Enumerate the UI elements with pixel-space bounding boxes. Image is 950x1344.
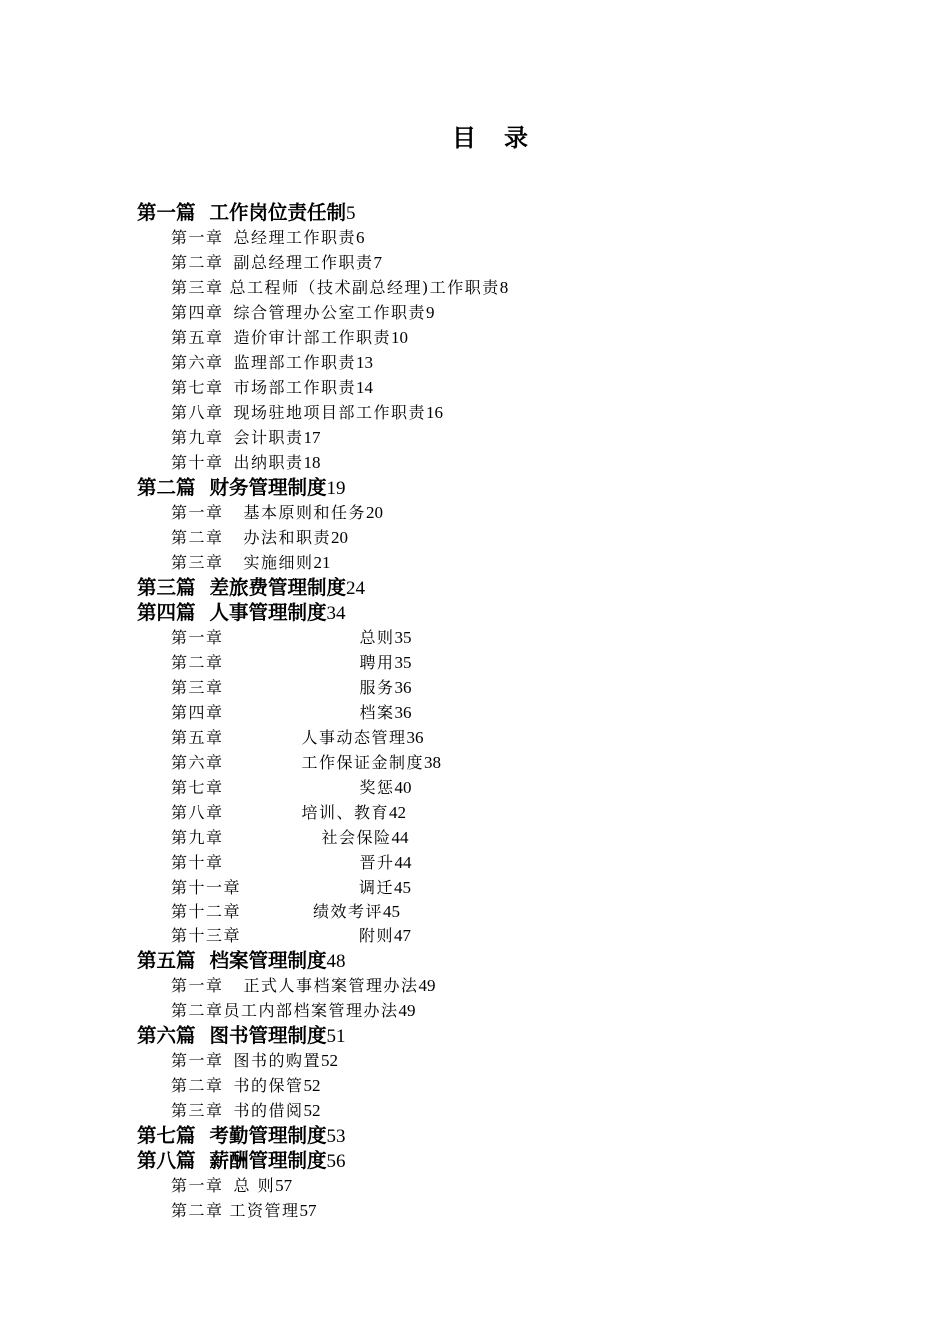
- page-number: 7: [373, 253, 383, 272]
- page-number: 13: [356, 353, 374, 372]
- page-title-char-1: 目: [452, 123, 476, 152]
- page-number: 57: [299, 1201, 317, 1220]
- toc-chapter-entry[interactable]: [137, 525, 837, 550]
- chapter-title: 会计职责: [233, 428, 304, 447]
- chapter-title: 现场驻地项目部工作职责: [233, 403, 427, 422]
- chapter-label: 第二章: [171, 253, 224, 272]
- part-label: 第七篇: [137, 1124, 196, 1147]
- chapter-label: 第五章: [171, 728, 224, 747]
- toc-part-entry[interactable]: [137, 200, 837, 225]
- chapter-label: 第七章: [171, 378, 224, 397]
- toc-chapter-entry[interactable]: [137, 900, 837, 923]
- toc-chapter-entry[interactable]: [137, 300, 837, 325]
- page-number: 34: [326, 603, 346, 624]
- toc-part-entry[interactable]: [137, 475, 837, 500]
- part-label: 第三篇: [137, 576, 196, 599]
- toc-chapter-entry[interactable]: [137, 875, 837, 900]
- part-title: 工作岗位责任制: [209, 201, 347, 224]
- chapter-title: 调迁: [359, 878, 395, 897]
- chapter-label: 第三章: [171, 278, 224, 297]
- chapter-title: 总 则: [233, 1176, 276, 1195]
- page-title: [0, 118, 950, 153]
- page-number: 20: [366, 503, 384, 522]
- chapter-title: 服务: [359, 678, 395, 697]
- chapter-title: 综合管理办公室工作职责: [233, 303, 427, 322]
- page-number: 17: [303, 428, 321, 447]
- chapter-title: 绩效考评: [313, 902, 384, 921]
- toc-chapter-entry[interactable]: [137, 550, 837, 575]
- part-title: 考勤管理制度: [209, 1124, 327, 1147]
- toc-part-entry[interactable]: [137, 1148, 837, 1173]
- chapter-title: 聘用: [359, 653, 395, 672]
- page-number: 45: [394, 878, 412, 897]
- toc-chapter-entry[interactable]: [137, 998, 837, 1023]
- toc-part-entry[interactable]: [137, 575, 837, 600]
- chapter-label: 第四章: [171, 303, 224, 322]
- page-number: 16: [426, 403, 444, 422]
- chapter-title: 出纳职责: [233, 453, 304, 472]
- toc-chapter-entry[interactable]: [137, 450, 837, 475]
- toc-chapter-entry[interactable]: [137, 350, 837, 375]
- page-number: 47: [394, 926, 412, 945]
- page-number: 52: [321, 1051, 339, 1070]
- toc-part-entry[interactable]: [137, 600, 837, 625]
- toc-chapter-entry[interactable]: [137, 800, 837, 825]
- toc-chapter-entry[interactable]: [137, 750, 837, 775]
- chapter-label: 第五章: [171, 328, 224, 347]
- chapter-label: 第六章: [171, 353, 224, 372]
- chapter-label: 第二章: [171, 1201, 224, 1220]
- page-title-char-2: 录: [504, 123, 528, 152]
- table-of-contents: [137, 200, 837, 1223]
- chapter-label: 第十章: [171, 853, 224, 872]
- part-title: 图书管理制度: [209, 1024, 327, 1047]
- toc-chapter-entry[interactable]: [137, 825, 837, 850]
- page-number: 53: [326, 1126, 346, 1147]
- page-number: 40: [394, 778, 412, 797]
- page-number: 14: [356, 378, 374, 397]
- toc-chapter-entry[interactable]: [137, 775, 837, 800]
- chapter-label: 第三章: [171, 1101, 224, 1120]
- page-number: 49: [418, 976, 436, 995]
- toc-chapter-entry[interactable]: [137, 675, 837, 700]
- page-number: 8: [499, 278, 509, 297]
- page-number: 44: [391, 828, 409, 847]
- chapter-label: 第六章: [171, 753, 224, 772]
- toc-chapter-entry[interactable]: [137, 375, 837, 400]
- chapter-title: 员工内部档案管理办法: [223, 1001, 399, 1020]
- chapter-title: 奖惩: [359, 778, 395, 797]
- part-label: 第一篇: [137, 201, 196, 224]
- part-title: 财务管理制度: [209, 476, 327, 499]
- chapter-title: 造价审计部工作职责: [233, 328, 392, 347]
- chapter-label: 第二章: [171, 1001, 224, 1020]
- chapter-title: 图书的购置: [233, 1051, 322, 1070]
- toc-part-entry[interactable]: [137, 1123, 837, 1148]
- page-number: 6: [356, 228, 365, 247]
- page-number: 36: [406, 728, 424, 747]
- page-number: 10: [391, 328, 409, 347]
- toc-chapter-entry[interactable]: [137, 1073, 837, 1098]
- chapter-title: 书的保管: [233, 1076, 304, 1095]
- chapter-label: 第八章: [171, 403, 224, 422]
- chapter-label: 第十章: [171, 453, 224, 472]
- toc-chapter-entry[interactable]: [137, 650, 837, 675]
- chapter-label: 第十二章: [171, 902, 242, 921]
- toc-part-entry[interactable]: [137, 948, 837, 973]
- toc-chapter-entry[interactable]: [137, 625, 837, 650]
- page-number: 45: [383, 902, 401, 921]
- page-number: 21: [313, 553, 331, 572]
- toc-chapter-entry[interactable]: [137, 1098, 837, 1123]
- chapter-title: 档案: [359, 703, 395, 722]
- toc-chapter-entry[interactable]: [137, 850, 837, 875]
- page-number: 36: [394, 678, 412, 697]
- chapter-label: 第三章: [171, 553, 224, 572]
- part-label: 第五篇: [137, 949, 196, 972]
- chapter-label: 第七章: [171, 778, 224, 797]
- page-number: 57: [275, 1176, 293, 1195]
- toc-chapter-entry[interactable]: [137, 1198, 837, 1223]
- page-number: 19: [326, 478, 346, 499]
- page-number: 48: [326, 951, 346, 972]
- page-number: 56: [326, 1151, 346, 1172]
- chapter-title: 正式人事档案管理办法: [243, 976, 419, 995]
- chapter-title: 附则: [359, 926, 395, 945]
- chapter-title: 工资管理: [229, 1201, 300, 1220]
- chapter-title: 副总经理工作职责: [233, 253, 374, 272]
- part-title: 档案管理制度: [209, 949, 327, 972]
- part-label: 第四篇: [137, 601, 196, 624]
- chapter-title: 办法和职责: [243, 528, 332, 547]
- chapter-label: 第十三章: [171, 926, 242, 945]
- chapter-title: 监理部工作职责: [233, 353, 357, 372]
- chapter-title: 市场部工作职责: [233, 378, 357, 397]
- toc-chapter-entry[interactable]: [137, 1173, 837, 1198]
- page-number: 52: [303, 1076, 321, 1095]
- chapter-title: 书的借阅: [233, 1101, 304, 1120]
- page-number: 18: [303, 453, 321, 472]
- toc-chapter-entry[interactable]: [137, 250, 837, 275]
- chapter-label: 第一章: [171, 503, 224, 522]
- page-number: 9: [426, 303, 435, 322]
- toc-chapter-entry[interactable]: [137, 275, 837, 300]
- chapter-title: 总则: [359, 628, 395, 647]
- chapter-label: 第一章: [171, 228, 224, 247]
- toc-chapter-entry[interactable]: [137, 725, 837, 750]
- page-number: 24: [346, 578, 366, 599]
- toc-chapter-entry[interactable]: [137, 1048, 837, 1073]
- toc-chapter-entry[interactable]: [137, 973, 837, 998]
- chapter-label: 第二章: [171, 1076, 224, 1095]
- page-number: 36: [394, 703, 412, 722]
- toc-chapter-entry[interactable]: [137, 225, 837, 250]
- page-number: 35: [394, 628, 412, 647]
- page-number: 42: [389, 803, 407, 822]
- toc-chapter-entry[interactable]: [137, 325, 837, 350]
- chapter-label: 第十一章: [171, 878, 242, 897]
- page-number: 38: [424, 753, 442, 772]
- toc-part-entry[interactable]: [137, 1023, 837, 1048]
- chapter-label: 第一章: [171, 976, 224, 995]
- chapter-label: 第二章: [171, 528, 224, 547]
- page-number: 52: [303, 1101, 321, 1120]
- chapter-label: 第四章: [171, 703, 224, 722]
- chapter-label: 第二章: [171, 653, 224, 672]
- toc-chapter-entry[interactable]: [137, 500, 837, 525]
- page-number: 49: [398, 1001, 416, 1020]
- chapter-label: 第一章: [171, 628, 224, 647]
- chapter-title: 晋升: [359, 853, 395, 872]
- chapter-label: 第一章: [171, 1176, 224, 1195]
- toc-chapter-entry[interactable]: [137, 400, 837, 425]
- chapter-label: 第九章: [171, 428, 224, 447]
- chapter-label: 第八章: [171, 803, 224, 822]
- part-label: 第六篇: [137, 1024, 196, 1047]
- chapter-title: 基本原则和任务: [243, 503, 367, 522]
- page-number: 51: [326, 1026, 346, 1047]
- chapter-title: 工作保证金制度: [301, 753, 425, 772]
- chapter-title: 总经理工作职责: [233, 228, 357, 247]
- part-label: 第八篇: [137, 1149, 196, 1172]
- toc-chapter-entry[interactable]: [137, 425, 837, 450]
- chapter-title: 人事动态管理: [301, 728, 407, 747]
- chapter-label: 第一章: [171, 1051, 224, 1070]
- part-title: 人事管理制度: [209, 601, 327, 624]
- page-number: 5: [346, 203, 356, 224]
- chapter-title: 培训、教育: [301, 803, 390, 822]
- part-title: 薪酬管理制度: [209, 1149, 327, 1172]
- toc-chapter-entry[interactable]: [137, 700, 837, 725]
- page-number: 35: [394, 653, 412, 672]
- chapter-label: 第三章: [171, 678, 224, 697]
- chapter-title: 实施细则: [243, 553, 314, 572]
- page-number: 20: [331, 528, 349, 547]
- toc-chapter-entry[interactable]: [137, 923, 837, 948]
- part-label: 第二篇: [137, 476, 196, 499]
- chapter-title: 社会保险: [321, 828, 392, 847]
- part-title: 差旅费管理制度: [209, 576, 347, 599]
- chapter-title: 总工程师（技术副总经理)工作职责: [229, 278, 500, 297]
- page-number: 44: [394, 853, 412, 872]
- chapter-label: 第九章: [171, 828, 224, 847]
